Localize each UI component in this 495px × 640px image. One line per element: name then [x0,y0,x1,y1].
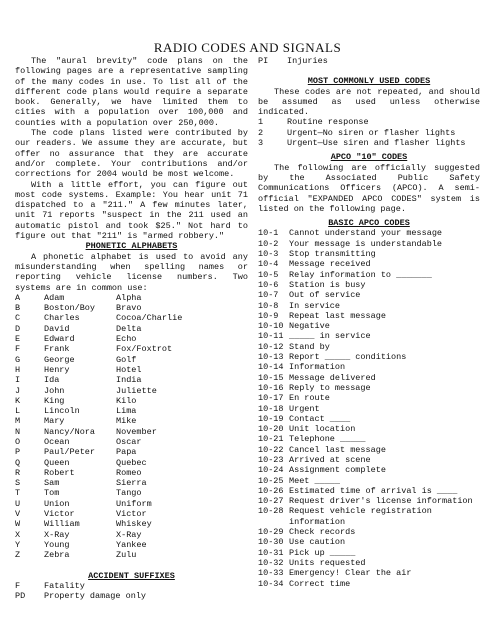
phonetic-row-cell: Zebra [44,550,70,561]
apco-code-row-cell: 10-10 [258,321,284,332]
apco-code-row-cell: In service [289,300,341,311]
apco-code-row-cell: Message received [289,259,371,270]
apco-code-row-cell: Relay information to _______ [289,269,432,280]
apco-code-row [258,362,480,372]
phonetic-row-cell: Romeo [116,467,142,478]
phonetic-row-cell: Zulu [116,550,137,561]
phonetic-row-cell: Quebec [116,457,147,468]
apco-code-row-cell: Correct time [289,578,351,589]
apco-code-row-cell: 10-15 [258,372,284,383]
apco-code-row [258,352,480,362]
apco-code-row-cell: Check records [289,527,356,538]
apco-code-row-cell: 10-20 [258,424,284,435]
apco-code-row-cell: Request vehicle registration [289,506,432,517]
phonetic-table [15,293,248,561]
phonetic-row [15,478,248,488]
apco-code-row-cell: Meet _____ [289,475,341,486]
phonetic-row-cell: Alpha [116,292,142,303]
apco-code-row [258,537,480,547]
apco-code-row-cell: Report _____ conditions [289,352,407,363]
apco-code-row-cell: Stop transmitting [289,249,376,260]
phonetic-row-cell: D [15,323,21,334]
apco-code-row-cell: 10-8 [258,300,279,311]
phonetic-row-cell: L [15,406,21,417]
phonetic-row-cell: S [15,478,21,489]
common-code-row [258,128,480,138]
phonetic-row-cell: V [15,509,21,520]
apco-code-row [258,434,480,444]
apco-code-row [258,527,480,537]
common-code-row [258,117,480,127]
phonetic-row [15,334,248,344]
apco-code-row [258,548,480,558]
apco-code-row-cell: 10-6 [258,279,279,290]
apco-code-row-cell: 10-33 [258,568,284,579]
phonetic-row-cell: Papa [116,447,137,458]
phonetic-row-cell: Mary [44,416,65,427]
apco-code-row-cell: Use caution [289,537,346,548]
apco-code-row [258,280,480,290]
apco-code-row [258,404,480,414]
phonetic-row-cell: Delta [116,323,142,334]
apco-code-row-cell: 10-21 [258,434,284,445]
apco-code-row-cell: 10-34 [258,578,284,589]
apco-code-row-cell: 10-4 [258,259,279,270]
apco-code-row-cell: Message delivered [289,372,376,383]
apco-code-row [258,486,480,496]
apco-code-row-cell: Information [289,362,346,373]
phonetic-row-cell: Edward [44,334,75,345]
phonetic-row [15,303,248,313]
phonetic-row [15,540,248,550]
apco-code-row [258,506,480,516]
apco-code-row-cell: 10-29 [258,527,284,538]
phonetic-row-cell: Adam [44,292,65,303]
phonetic-row-cell: X-Ray [116,529,142,540]
apco-code-row-cell: Cancel last message [289,444,386,455]
phonetic-row-cell: William [44,519,80,530]
accident-row-cell: PD [15,591,26,602]
phonetic-row-cell: Juliette [116,385,157,396]
apco-codes-list [258,228,480,588]
apco-code-row-cell: information [289,516,346,527]
apco-code-row [258,270,480,280]
apco-code-row [258,259,480,269]
apco-code-row-cell: Your message is understandable [289,238,443,249]
apco-code-row-cell: 10-16 [258,382,284,393]
apco-code-row-cell: En route [289,393,330,404]
example-paragraph: With a little effort, you can figure out most code systems. Example: You hear unit 71 dispatched to a "211." A few minutes later, unit 71 reports "suspect in the 211 used an automatic pistol and took $25." Not hard to figure out that "211" is "armed robbery." [15,179,248,242]
phonetic-row [15,293,248,303]
common-codes-heading: MOST COMMONLY USED CODES [307,76,431,87]
phonetic-heading: PHONETIC ALPHABETS [85,241,178,252]
apco-code-row [258,301,480,311]
phonetic-row-cell: Ocean [44,436,70,447]
phonetic-row-cell: Hotel [116,364,142,375]
contributions-paragraph: The code plans listed were contributed by our readers. We assume they are accurate, but offer no assurance that they are accurate and/or complete. Your contributions and/or corrections for 2004 would be most welcome. [15,128,248,180]
phonetic-row-cell: Z [15,550,21,561]
apco-code-row-cell: Pick up _____ [289,547,356,558]
phonetic-row-cell: King [44,395,65,406]
apco-code-row [258,414,480,424]
phonetic-row-cell: E [15,334,21,345]
phonetic-row-cell: Queen [44,457,70,468]
phonetic-row-cell: I [15,375,21,386]
apco-code-row-cell: 10-18 [258,403,284,414]
phonetic-row-cell: Cocoa/Charlie [116,313,183,324]
phonetic-row [15,509,248,519]
phonetic-row-cell: Charles [44,313,80,324]
apco-code-row [258,249,480,259]
apco-code-row [258,228,480,238]
apco-code-row-cell: Assignment complete [289,465,386,476]
phonetic-row [15,365,248,375]
phonetic-row [15,324,248,334]
phonetic-row-cell: Mike [116,416,137,427]
phonetic-row-cell: Young [44,539,70,550]
common-code-row-cell: 3 [258,138,264,149]
common-code-row-cell: Routine response [287,117,369,128]
apco-code-row [258,465,480,475]
accident-list [15,581,248,602]
phonetic-row-cell: Ida [44,375,60,386]
apco-code-row-cell: Unit location [289,424,356,435]
common-code-row-cell: Urgent—Use siren and flasher lights [287,138,466,149]
phonetic-row-cell: November [116,426,157,437]
apco-code-row [258,311,480,321]
phonetic-row-cell: Nancy/Nora [44,426,96,437]
phonetic-row [15,458,248,468]
phonetic-row-cell: Kilo [116,395,137,406]
accident-row [15,581,248,591]
apco-code-row-cell: 10-5 [258,269,279,280]
apco-code-row-cell: Urgent [289,403,320,414]
apco-code-row-cell: Estimated time of arrival is ____ [289,485,458,496]
common-codes-list [258,117,480,148]
apco-code-row-cell: 10-27 [258,496,284,507]
apco-code-row-cell: 10-3 [258,249,279,260]
phonetic-row-cell: Lima [116,406,137,417]
phonetic-row-cell: N [15,426,21,437]
apco-code-row-cell: 10-19 [258,413,284,424]
phonetic-row-cell: Sierra [116,478,147,489]
accident-row-cell: Property damage only [44,591,147,602]
phonetic-row-cell: R [15,467,21,478]
apco-code-row-cell: 10-25 [258,475,284,486]
phonetic-row [15,427,248,437]
common-code-row-cell: Urgent—No siren or flasher lights [287,127,456,138]
apco-code-row [258,321,480,331]
apco-code-row [258,579,480,589]
apco-code-row [258,331,480,341]
phonetic-row-cell: Tango [116,488,142,499]
phonetic-row [15,386,248,396]
apco-code-row [258,568,480,578]
phonetic-row-cell: Whiskey [116,519,152,530]
phonetic-row-cell: Lincoln [44,406,80,417]
phonetic-row [15,468,248,478]
phonetic-row-cell: Golf [116,354,137,365]
phonetic-row-cell: B [15,303,21,314]
apco-code-row-cell: 10-24 [258,465,284,476]
apco-code-row [258,517,480,527]
accident-row [258,56,480,66]
phonetic-row-cell: A [15,292,21,303]
apco-code-row [258,424,480,434]
apco-code-row-cell: Station is busy [289,279,366,290]
phonetic-row-cell: Y [15,539,21,550]
apco-code-row-cell: 10-11 [258,331,284,342]
phonetic-row [15,519,248,529]
phonetic-row [15,313,248,323]
phonetic-row-cell: J [15,385,21,396]
apco-code-row-cell: Cannot understand your message [289,228,443,239]
right-column [258,56,480,589]
phonetic-row [15,355,248,365]
apco-code-row-cell: Units requested [289,557,366,568]
apco-code-row-cell: 10-13 [258,352,284,363]
phonetic-row [15,375,248,385]
apco-heading: APCO "10" CODES [330,152,408,163]
apco-code-row [258,455,480,465]
apco-code-row [258,476,480,486]
accident-heading: ACCIDENT SUFFIXES [88,570,175,581]
left-column [15,56,248,601]
apco-code-row-cell: 10-31 [258,547,284,558]
apco-intro: The following are officially suggested by the Associated Public Safety Communications Officers (APCO). A semi-official "EXPANDED APCO CODES" system is listed on the following page. [258,162,480,214]
apco-code-row-cell: 10-1 [258,228,279,239]
phonetic-row-cell: Robert [44,467,75,478]
apco-code-row-cell: 10-30 [258,537,284,548]
apco-code-row-cell: 10-2 [258,238,279,249]
phonetic-row [15,488,248,498]
phonetic-row-cell: G [15,354,21,365]
phonetic-row-cell: H [15,364,21,375]
phonetic-row-cell: Union [44,498,70,509]
common-codes-intro: These codes are not repeated, and should be assumed as used unless otherwise indicated. [258,86,480,118]
phonetic-row-cell: Frank [44,344,70,355]
apco-code-row-cell: Contact ____ [289,413,351,424]
apco-code-row-cell: 10-26 [258,485,284,496]
apco-code-row [258,558,480,568]
phonetic-row [15,416,248,426]
phonetic-row-cell: Henry [44,364,70,375]
phonetic-row-cell: O [15,436,21,447]
apco-code-row-cell: 10-14 [258,362,284,373]
apco-code-row-cell: 10-7 [258,290,279,301]
phonetic-row-cell: Tom [44,488,60,499]
apco-code-row-cell: Emergency! Clear the air [289,568,412,579]
apco-code-row-cell: 10-32 [258,557,284,568]
page-title: RADIO CODES AND SIGNALS [153,40,342,55]
phonetic-row-cell: Bravo [116,303,142,314]
apco-code-row-cell: Arrived at scene [289,454,371,465]
phonetic-row-cell: U [15,498,21,509]
accident-row-cell: Injuries [287,56,328,66]
apco-code-row-cell: 10-28 [258,506,284,517]
apco-code-row-cell: _____ in service [289,331,371,342]
phonetic-row [15,344,248,354]
phonetic-row-cell: Echo [116,334,137,345]
apco-code-row [258,496,480,506]
phonetic-row-cell: C [15,313,21,324]
phonetic-row-cell: George [44,354,75,365]
phonetic-row [15,406,248,416]
apco-code-row [258,383,480,393]
phonetic-row [15,530,248,540]
apco-code-row-cell: Negative [289,321,330,332]
accident-row-cell: F [15,580,21,591]
phonetic-row-cell: K [15,395,21,406]
phonetic-row-cell: Paul/Peter [44,447,96,458]
accident-list-continued [258,56,480,66]
phonetic-row-cell: Victor [44,509,75,520]
basic-apco-heading: BASIC APCO CODES [328,218,410,229]
apco-code-row-cell: Request driver's license information [289,496,473,507]
accident-row-cell: Fatality [44,580,85,591]
phonetic-row-cell: John [44,385,65,396]
apco-code-row [258,342,480,352]
apco-code-row-cell: Stand by [289,341,330,352]
phonetic-row-cell: P [15,447,21,458]
apco-code-row-cell: 10-12 [258,341,284,352]
phonetic-row-cell: Uniform [116,498,152,509]
accident-row-cell: PI [258,56,269,66]
apco-code-row-cell: Repeat last message [289,310,386,321]
phonetic-intro: A phonetic alphabet is used to avoid any misunderstanding when spelling names or reporting vehicle license numbers. Two systems are in common use: [15,251,248,293]
phonetic-row-cell: Boston/Boy [44,303,96,314]
apco-code-row [258,445,480,455]
apco-code-row [258,373,480,383]
apco-code-row-cell: 10-9 [258,310,279,321]
phonetic-row-cell: T [15,488,21,499]
apco-code-row-cell: 10-22 [258,444,284,455]
phonetic-row-cell: David [44,323,70,334]
phonetic-row-cell: W [15,519,21,530]
apco-code-row [258,239,480,249]
apco-code-row-cell: Reply to message [289,382,371,393]
apco-code-row-cell: 10-17 [258,393,284,404]
common-code-row-cell: 2 [258,127,264,138]
apco-code-row-cell [258,517,289,527]
phonetic-row-cell: India [116,375,142,386]
common-code-row-cell: 1 [258,117,264,128]
intro-paragraph: The "aural brevity" code plans on the following pages are a representative sampling of the many codes in use. To list all of the different code plans would require a separate book. Generally, we have limited them to cities with a population over 100,000 and counties with a population over 250,000. [15,56,248,128]
apco-code-row-cell: Telephone _____ [289,434,366,445]
apco-code-row-cell: 10-23 [258,454,284,465]
phonetic-row [15,396,248,406]
phonetic-row-cell: M [15,416,21,427]
phonetic-row-cell: Victor [116,509,147,520]
apco-code-row [258,290,480,300]
phonetic-row [15,550,248,560]
phonetic-row [15,499,248,509]
common-code-row [258,138,480,148]
phonetic-row [15,437,248,447]
phonetic-row-cell: Fox/Foxtrot [116,344,173,355]
phonetic-row-cell: F [15,344,21,355]
phonetic-row-cell: Oscar [116,436,142,447]
phonetic-row-cell: Q [15,457,21,468]
phonetic-row [15,447,248,457]
phonetic-row-cell: X [15,529,21,540]
phonetic-row-cell: Sam [44,478,60,489]
accident-row [15,591,248,601]
phonetic-row-cell: X-Ray [44,529,70,540]
apco-code-row [258,393,480,403]
apco-code-row-cell: Out of service [289,290,361,301]
phonetic-row-cell: Yankee [116,539,147,550]
